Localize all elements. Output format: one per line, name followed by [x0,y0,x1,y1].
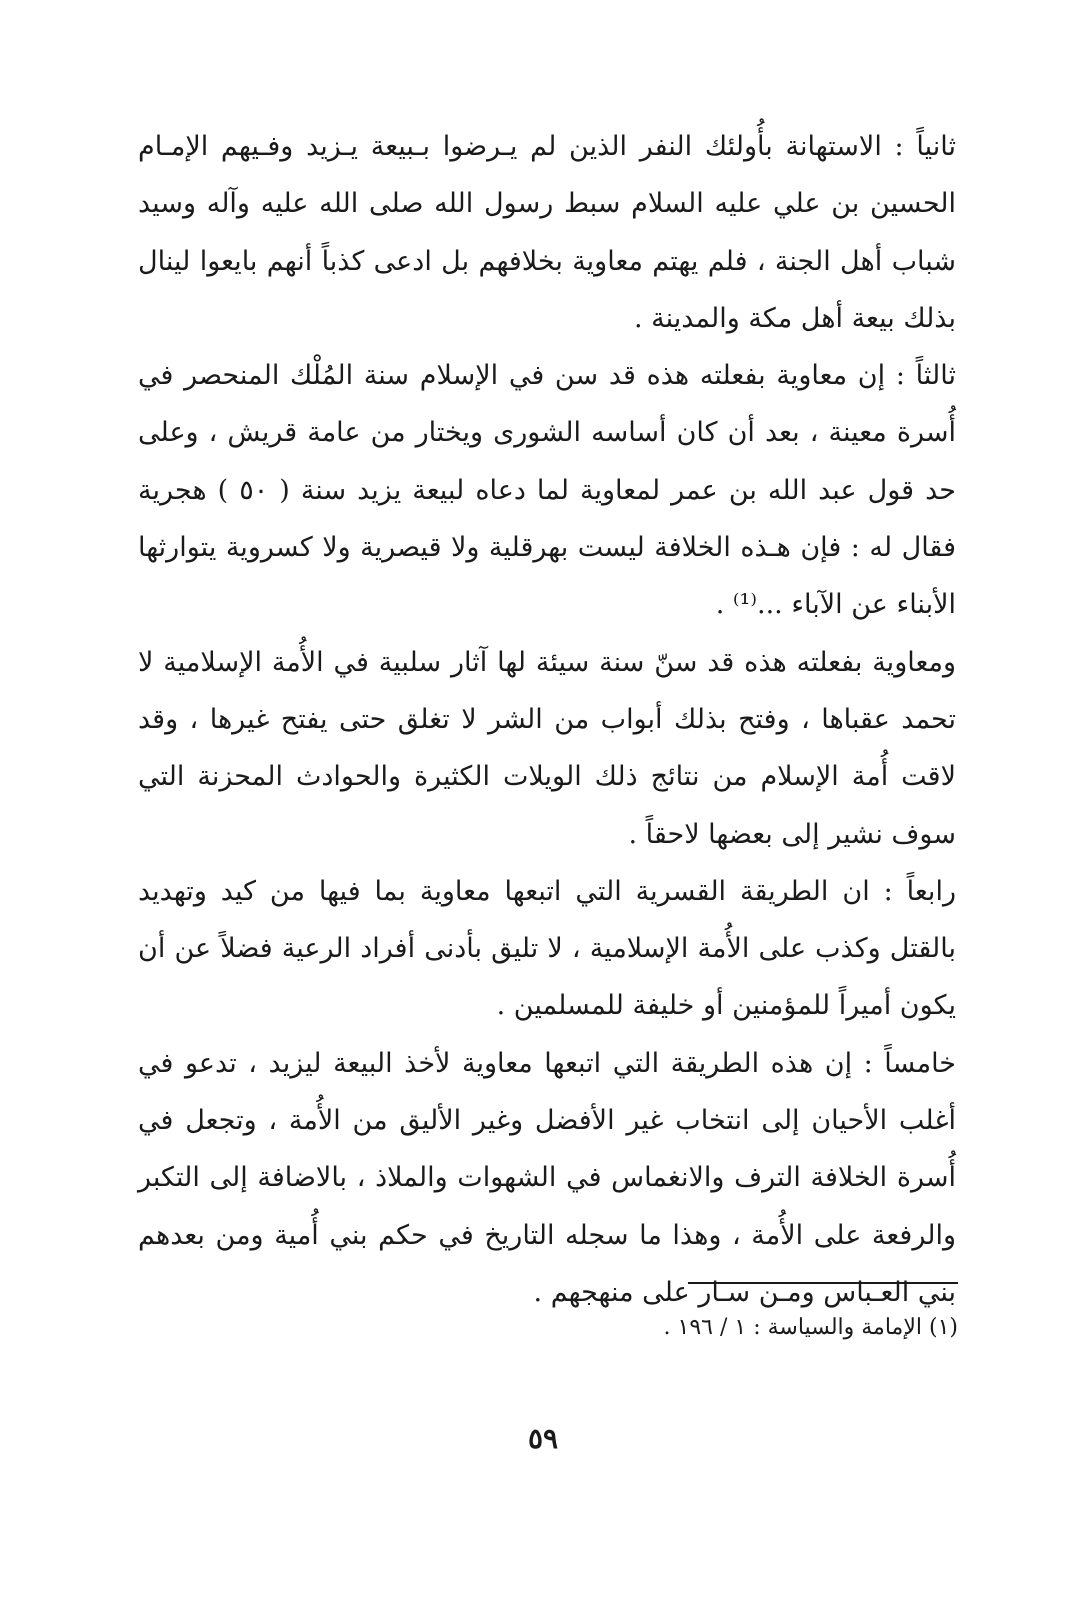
paragraph-fifth-point: خامساً : إن هذه الطريقة التي اتبعها معاوية لأخذ البيعة ليزيد ، تدعو في أغلب الأحيان إلى انتخاب غير الأفضل وغير الأليق من الأُمة ، وتجعل في أُسرة الخلافة الترف والانغماس في الشهوات والملاذ ، بالاضافة إلى التكبر والرفعة على الأُمة ، وهذا ما سجله التاريخ في حكم بني أُمية ومن بعدهم بني العـباس ومـن سـار على منهجهم . [138,1047,956,1308]
paragraph-second-point: ثانياً : الاستهانة بأُولئك النفر الذين لم يـرضوا بـبيعة يـزيد وفـيهم الإمـام الحسين بن علي عليه السلام سبط رسول الله صلى الله عليه وآله وسيد شباب أهل الجنة ، فلم يهتم معاوية بخلافهم بل ادعى كذباً أنهم بايعوا لينال بذلك بيعة أهل مكة والمدينة . [138,131,956,334]
footnote: (١) الإمامة والسياسة : ١ / ١٩٦ . [663,1315,958,1340]
paragraph-muawiya-consequences: ومعاوية بفعلته هذه قد سنّ سنة سيئة لها آثار سلبية في الأُمة الإسلامية لا تحمد عقباها ، وفتح بذلك أبواب من الشر لا تغلق حتى يفتح غيرها ، وقد لاقت أُمة الإسلام من نتائج ذلك الويلات الكثيرة والحوادث المحزنة التي سوف نشير إلى بعضها لاحقاً . [138,646,956,850]
paragraph-fourth-point: رابعاً : ان الطريقة القسرية التي اتبعها معاوية بما فيها من كيد وتهديد بالقتل وكذب على الأُمة الإسلامية ، لا تليق بأدنى أفراد الرعية فضلاً عن أن يكون أميراً للمؤمنين أو خليفة للمسلمين . [138,875,956,1022]
main-text [138,118,956,1321]
paragraph-third-point: ثالثاً : إن معاوية بفعلته هذه قد سن في الإسلام سنة المُلْك المنحصر في أُسرة معينة ، بعد أن كان أساسه الشورى ويختار من عامة قريش ، وعلى حد قول عبد الله بن عمر لمعاوية لما دعاه لبيعة يزيد سنة ( ٥٠ ) هجرية فقال له : فإن هـذه الخلافة ليست بهرقلية ولا قيصرية ولا كسروية يتوارثها الأبناء عن الآباء ...⁽¹⁾ . [138,360,956,621]
footnote-separator [688,1282,958,1284]
page-number: ٥٩ [527,1422,559,1455]
